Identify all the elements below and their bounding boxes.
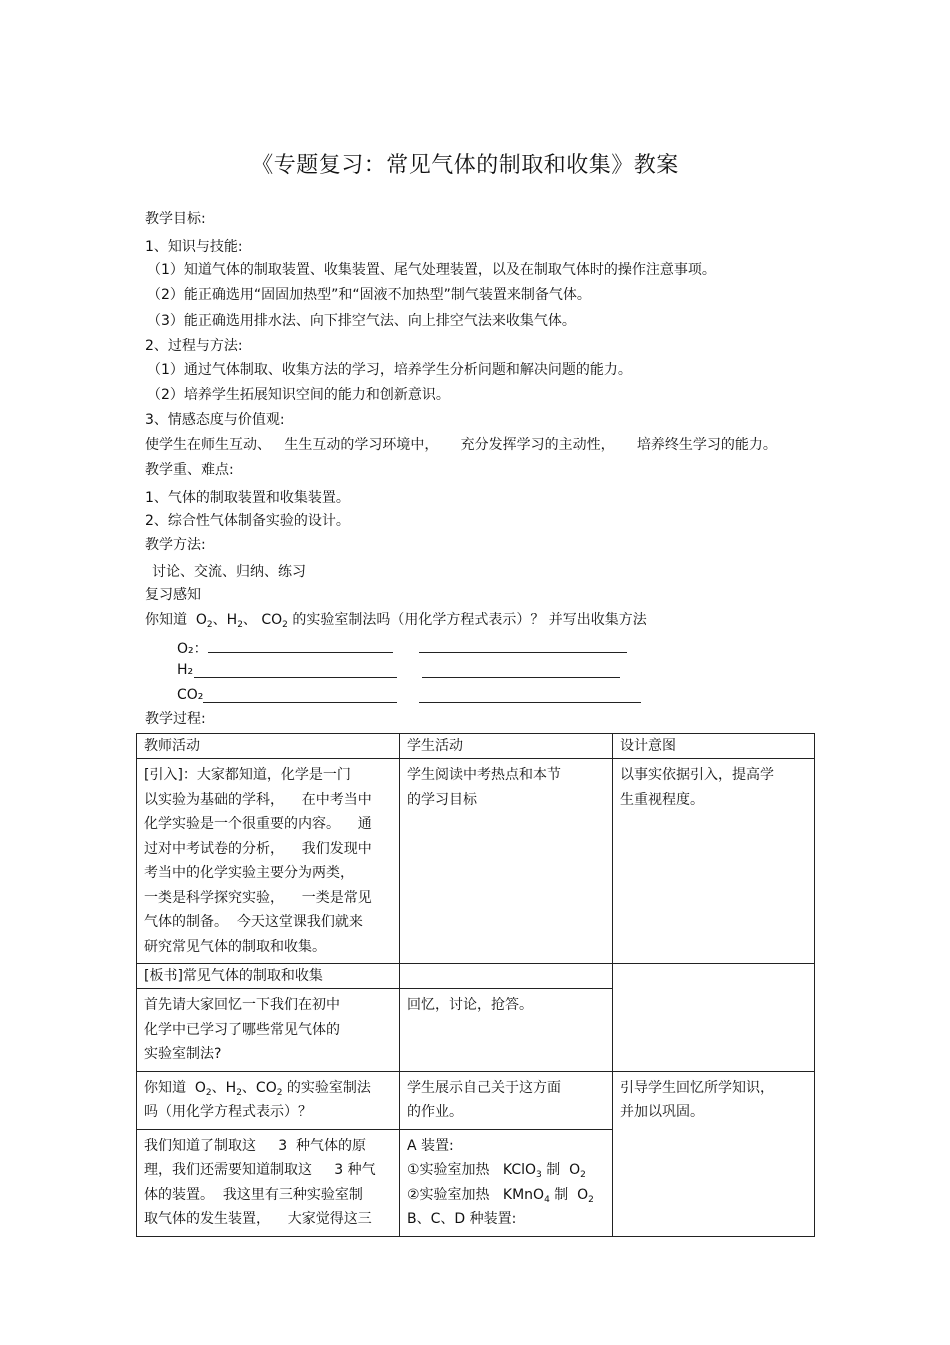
student-activity-cell: 学生阅读中考热点和本节 的学习目标 [400,759,613,964]
teacher-activity-cell: 你知道 $O_2$、$H_2$、$CO_2$ 的实验室制法 吗（用化学方程式表示）？ [137,1071,400,1129]
teacher-activity-cell: [板书]常见气体的制取和收集 [137,964,400,989]
design-intent-cell [613,964,815,1072]
review-heading: 复习感知 [145,587,201,603]
col-design-header: 设计意图 [613,734,815,759]
col-student-header: 学生活动 [400,734,613,759]
objective-attitude-heading: 3、情感态度与价值观: [145,412,285,428]
methods-text: 讨论、交流、归纳、练习 [152,564,306,580]
objective-knowledge-2: （2）能正确选用“固固加热型”和“固液不加热型”制气装置来制备气体。 [147,287,591,303]
keypoint-2: 2、综合性气体制备实验的设计。 [145,513,350,529]
teacher-activity-cell: [引入]：大家都知道，化学是一门 以实验为基础的学科， 在中考当中 化学实验是一个很重要的内容。 通 过对中考试卷的分析， 我们发现中 考当中的化学实验主要分为两类， 一类是科学探究实验， 一类是常见 气体的制备。 今天这堂课我们就来 研究常见气体的制取和收集。 [137,759,400,964]
review-question: 你知道 $O_2$、$H_2$、 $CO_2$ 的实验室制法吗（用化学方程式表示）？ 并写出收集方法 [145,612,647,630]
objective-knowledge-heading: 1、知识与技能: [145,239,243,255]
objective-process-2: （2）培养学生拓展知识空间的能力和创新意识。 [147,387,450,403]
h2-answer-blank [194,677,397,678]
process-heading: 教学过程: [145,711,206,727]
objective-knowledge-3: （3）能正确选用排水法、向下排空气法、向上排空气法来收集气体。 [147,313,576,329]
table-row [137,1071,815,1129]
student-activity-cell [400,964,613,989]
o2-answer-label: O₂： [177,641,208,657]
design-intent-cell: 以事实依据引入，提高学 生重视程度。 [613,759,815,964]
document-title: 《专题复习：常见气体的制取和收集》教案 [251,153,679,178]
table-row [137,964,815,989]
teacher-activity-cell: 我们知道了制取这 3 种气体的原 理，我们还需要知道制取这 3 种气 体的装置。 我这里有三种实验室制 取气体的发生装置， 大家觉得这三 [137,1129,400,1236]
o2-answer-blank [208,652,393,653]
objective-attitude-text: 使学生在师生互动、 生生互动的学习环境中， 充分发挥学习的主动性， 培养终生学习的能力。 [145,437,777,453]
keypoints-heading: 教学重、难点: [145,462,234,478]
objective-knowledge-1: （1）知道气体的制取装置、收集装置、尾气处理装置，以及在制取气体时的操作注意事项。 [147,262,716,278]
objective-process-heading: 2、过程与方法: [145,338,243,354]
table-header-row [137,734,815,759]
design-intent-cell: 引导学生回忆所学知识， 并加以巩固。 [613,1071,815,1236]
keypoint-1: 1、气体的制取装置和收集装置。 [145,490,350,506]
teacher-activity-cell: 首先请大家回忆一下我们在初中 化学中已学习了哪些常见气体的 实验室制法? [137,989,400,1072]
table-row [137,759,815,964]
co2-answer-label: CO₂ [177,687,204,703]
student-activity-cell: 学生展示自己关于这方面 的作业。 [400,1071,613,1129]
methods-heading: 教学方法: [145,537,206,553]
h2-answer-label: H₂ [177,662,194,678]
student-activity-cell: A 装置: ①实验室加热 KClO$_3$ 制 $O_2$ ②实验室加热 KMnO$_4$ 制 $O_2$ B、C、D 种装置: [400,1129,613,1236]
process-table [136,733,815,1237]
co2-collect-blank [419,702,641,703]
h2-collect-blank [422,677,620,678]
col-teacher-header: 教师活动 [137,734,400,759]
objective-process-1: （1）通过气体制取、收集方法的学习，培养学生分析问题和解决问题的能力。 [147,362,632,378]
o2-collect-blank [419,652,627,653]
objectives-heading: 教学目标: [145,211,206,227]
student-activity-cell: 回忆，讨论，抢答。 [400,989,613,1072]
co2-answer-blank [203,702,397,703]
